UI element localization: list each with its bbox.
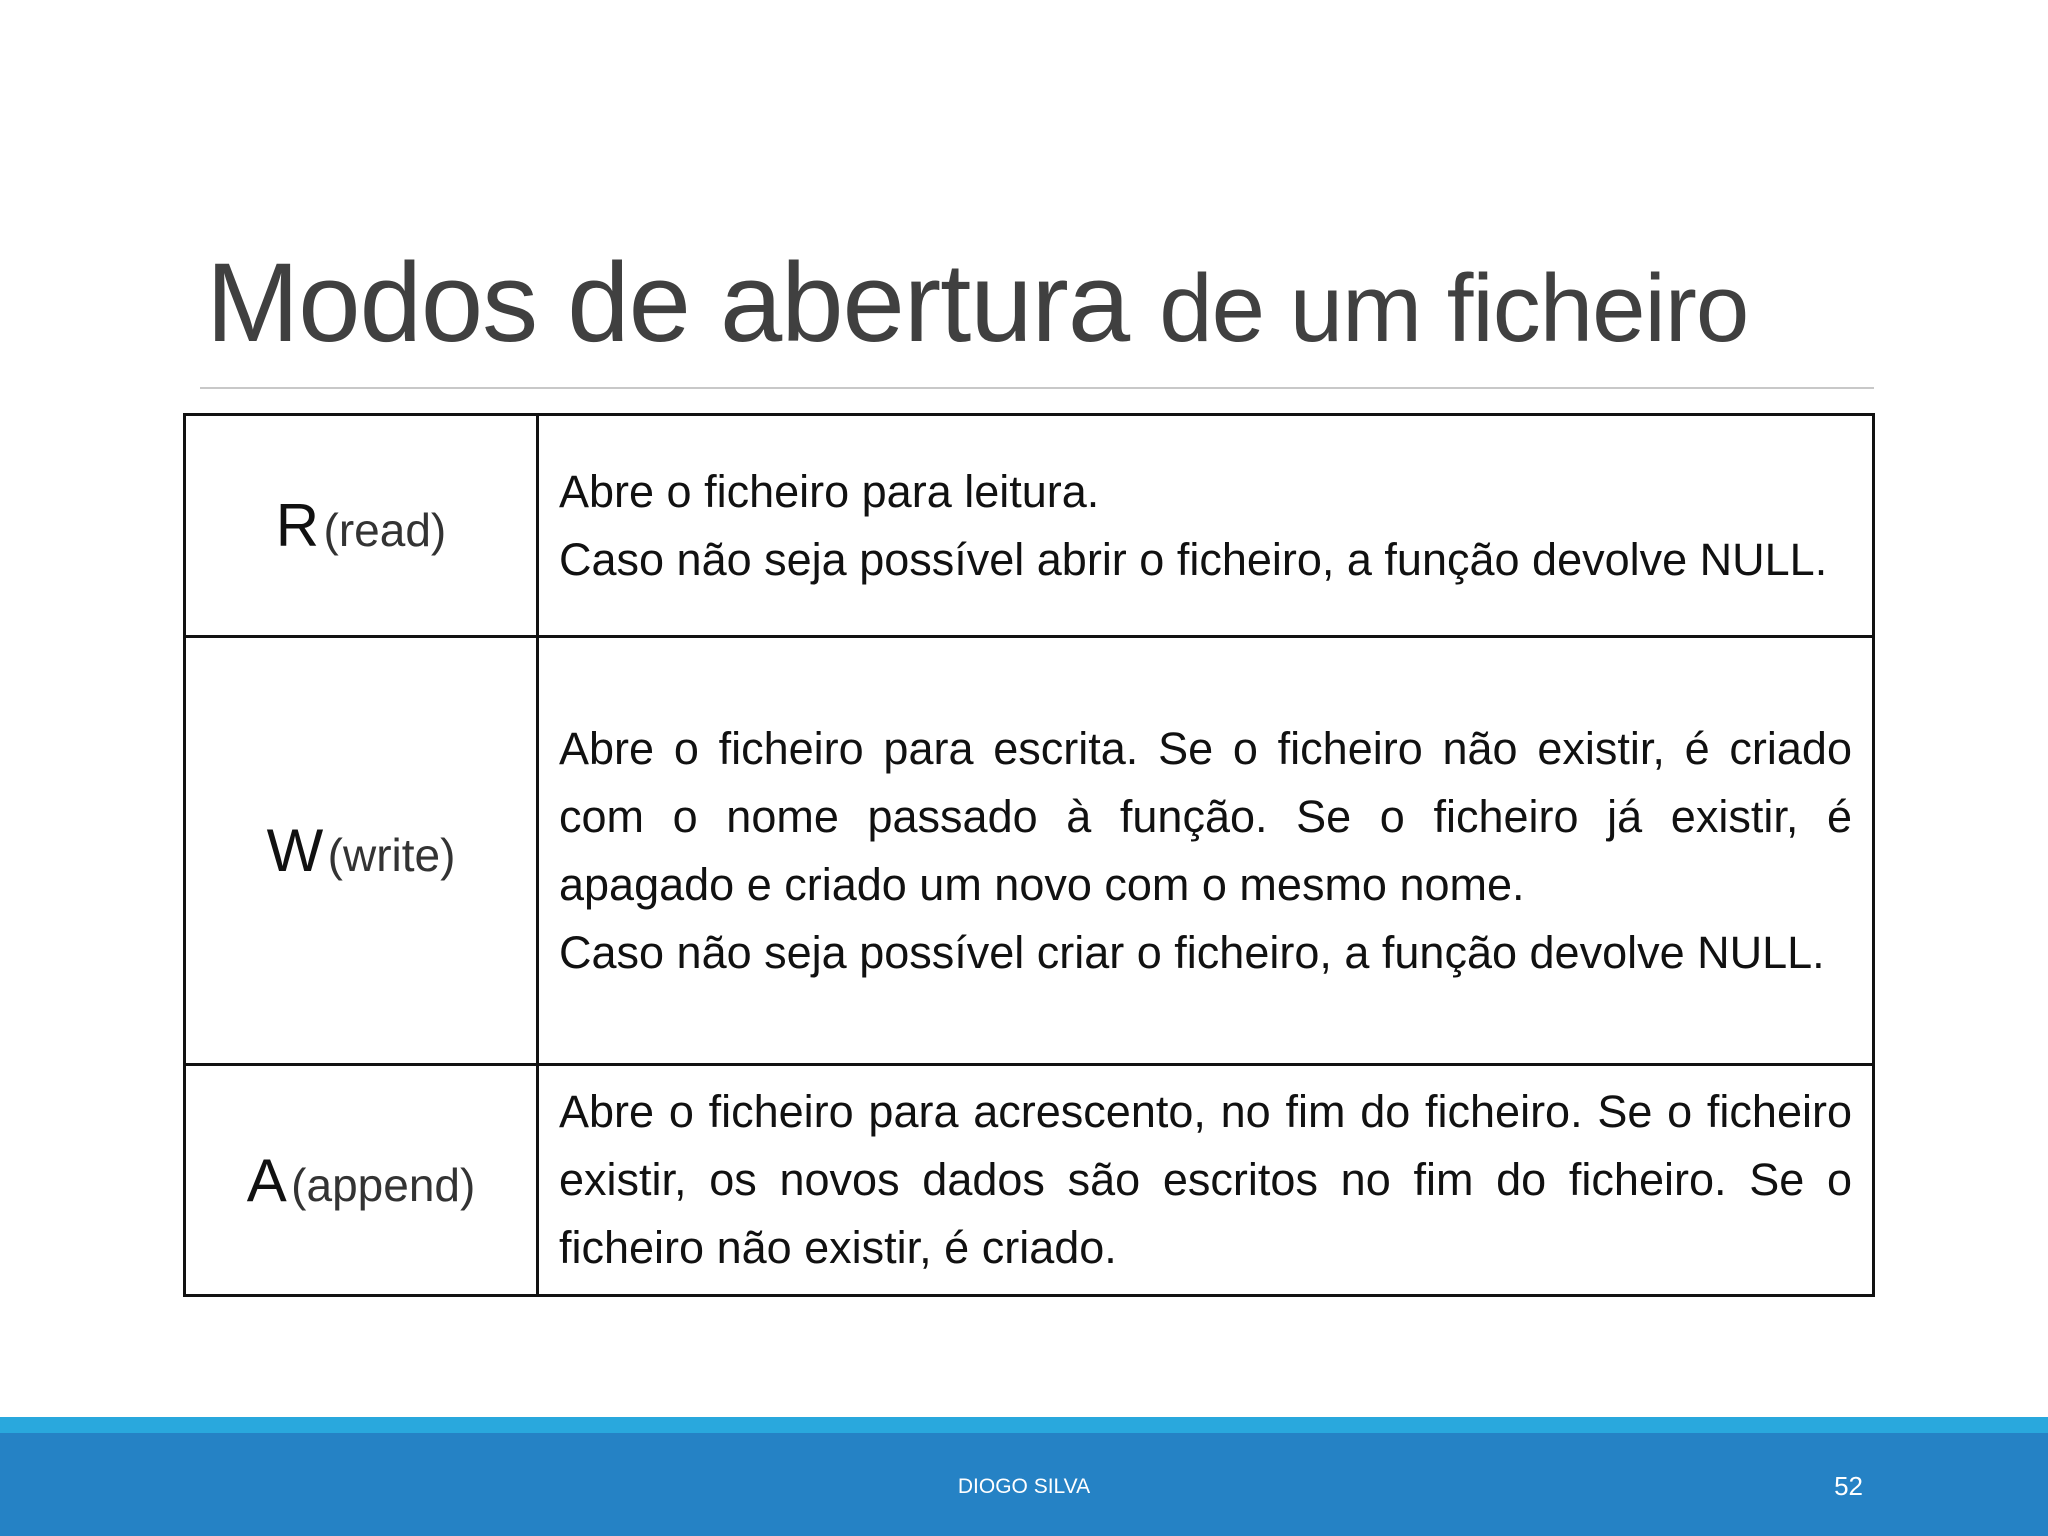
description-paragraph: Caso não seja possível criar o ficheiro, a função devolve NULL.	[559, 926, 1825, 978]
mode-description-write	[538, 637, 1874, 1065]
title-rest: de um ficheiro	[1159, 255, 1749, 362]
table-row-write	[185, 637, 1874, 1065]
mode-label-append	[185, 1065, 538, 1296]
table-row-read	[185, 415, 1874, 637]
mode-word: (write)	[327, 829, 456, 881]
page-number: 52	[1834, 1471, 1863, 1501]
modes-table	[183, 413, 1875, 1297]
footer-author: DIOGO SILVA	[957, 1475, 1091, 1498]
mode-word: (append)	[291, 1158, 476, 1211]
mode-letter: A	[246, 1146, 287, 1214]
mode-letter: R	[275, 492, 320, 559]
mode-description-read	[538, 415, 1874, 637]
mode-letter: W	[266, 817, 324, 884]
description-paragraph: Abre o ficheiro para leitura.	[559, 465, 1100, 517]
description-paragraph: Abre o ficheiro para acrescento, no fim do ficheiro. Se o ficheiro existir, os novos dados são escritos no fim do ficheiro. Se o ficheiro não existir, é criado.	[559, 1086, 1852, 1273]
mode-label-read	[185, 415, 538, 637]
title-divider	[200, 387, 1874, 389]
description-paragraph: Caso não seja possível abrir o ficheiro, a função devolve NULL.	[559, 533, 1828, 585]
mode-description-append	[538, 1065, 1874, 1296]
mode-word: (read)	[323, 504, 447, 556]
table-row-append	[185, 1065, 1874, 1296]
footer-accent-stripe	[0, 1417, 2048, 1433]
description-paragraph: Abre o ficheiro para escrita. Se o ficheiro não existir, é criado com o nome passado à função. Se o ficheiro já existir, é apagado e criado um novo com o mesmo nome.	[559, 722, 1852, 910]
mode-label-write	[185, 637, 538, 1065]
slide-title	[206, 238, 1748, 374]
title-main: Modos de abertura	[206, 240, 1130, 365]
